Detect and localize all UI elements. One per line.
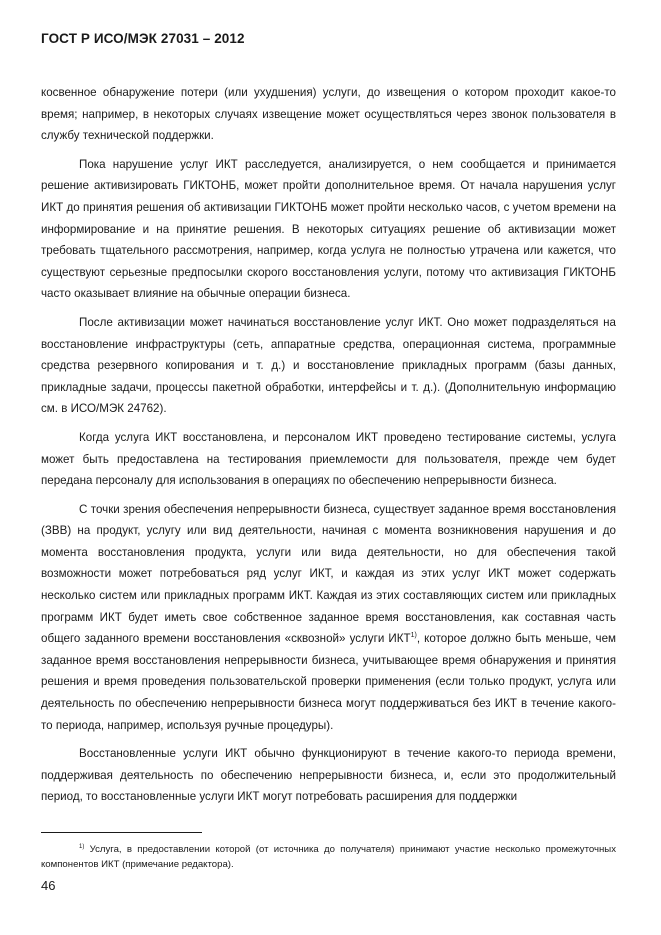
document-header: ГОСТ Р ИСО/МЭК 27031 – 2012 [41, 31, 245, 46]
paragraph-restored-operations: Восстановленные услуги ИКТ обычно функционируют в течение какого-то периода времени, поддерживая деятельность по обеспечению непрерывности бизнеса, и, если это продолжительный период, то восстановленные услуги ИКТ могут потребовать расширения для поддержки [41, 747, 616, 804]
page-number: 46 [41, 878, 56, 893]
paragraph-investigation: Пока нарушение услуг ИКТ расследуется, анализируется, о нем сообщается и принимается решение активизировать ГИКТОНБ, может пройти дополнительное время. От начала нарушения услуг ИКТ до принятия решения об активизации ГИКТОНБ может пройти несколько часов, с учетом времени на информирование и на принятие решения. В некоторых ситуациях решение об активизации может требовать тщательного рассмотрения, например, когда услуга не полностью утрачена или кажется, что существуют серьезные предпосылки скорого восстановления услуги, потому что активизация ГИКТОНБ часто оказывает влияние на обычные операции бизнеса. [41, 157, 616, 301]
footnote [41, 842, 616, 872]
body-text [41, 82, 616, 815]
footnote-divider [41, 832, 202, 833]
paragraph-recovery-time-part1: С точки зрения обеспечения непрерывности бизнеса, существует заданное время восстановления (ЗВВ) на продукт, услугу или вид деятельности, начиная с момента возникновения нарушения и до момента восстановления продукта, услуги или вида деятельности, но для обеспечения такой возможности может потребоваться ряд услуг ИКТ, и каждая из этих услуг ИКТ может содержать несколько систем или прикладных программ ИКТ. Каждая из этих составляющих систем или прикладных программ ИКТ будет иметь свое собственное заданное время восстановления, как составная часть общего заданного времени восстановления «сквозной» услуги ИКТ [41, 502, 616, 646]
paragraph-restored-service: Когда услуга ИКТ восстановлена, и персоналом ИКТ проведено тестирование системы, услуга может быть предоставлена на тестирования приемлемости для пользователя, прежде чем будет передана персоналу для использования в операциях по обеспечению непрерывности бизнеса. [41, 430, 616, 488]
footnote-marker: 1) [79, 844, 85, 850]
paragraph-continuation: косвенное обнаружение потери (или ухудшения) услуги, до извещения о котором проходит какое-то время; например, в некоторых случаях извещение может осуществляться через звонок пользователя в службу технической поддержки. [41, 86, 616, 143]
footnote-reference: 1) [410, 632, 417, 640]
footnote-text: Услуга, в предоставлении которой (от источника до получателя) принимают участие несколько промежуточных компонентов ИКТ (примечание редактора). [41, 844, 616, 870]
paragraph-activation: После активизации может начинаться восстановление услуг ИКТ. Оно может подразделяться на восстановление инфраструктуры (сеть, аппаратные средства, операционная система, программные средства резервного копирования и т. д.) и восстановление прикладных программ (базы данных, прикладные задачи, процессы пакетной обработки, интерфейсы и т. д.). (Дополнительную информацию см. в ИСО/МЭК 24762). [41, 315, 616, 416]
paragraph-recovery-time-part2: , которое должно быть меньше, чем заданное время восстановления непрерывности бизнеса, учитывающее время обнаружения и принятия решения и время проведения пользовательской проверки применения (если только продукт, услуга или деятельность по обеспечению непрерывности бизнеса могут поддерживаться без ИКТ в течение какого-то периода, например, используя ручные процедуры). [41, 632, 616, 732]
paragraph-recovery-time [41, 499, 616, 737]
